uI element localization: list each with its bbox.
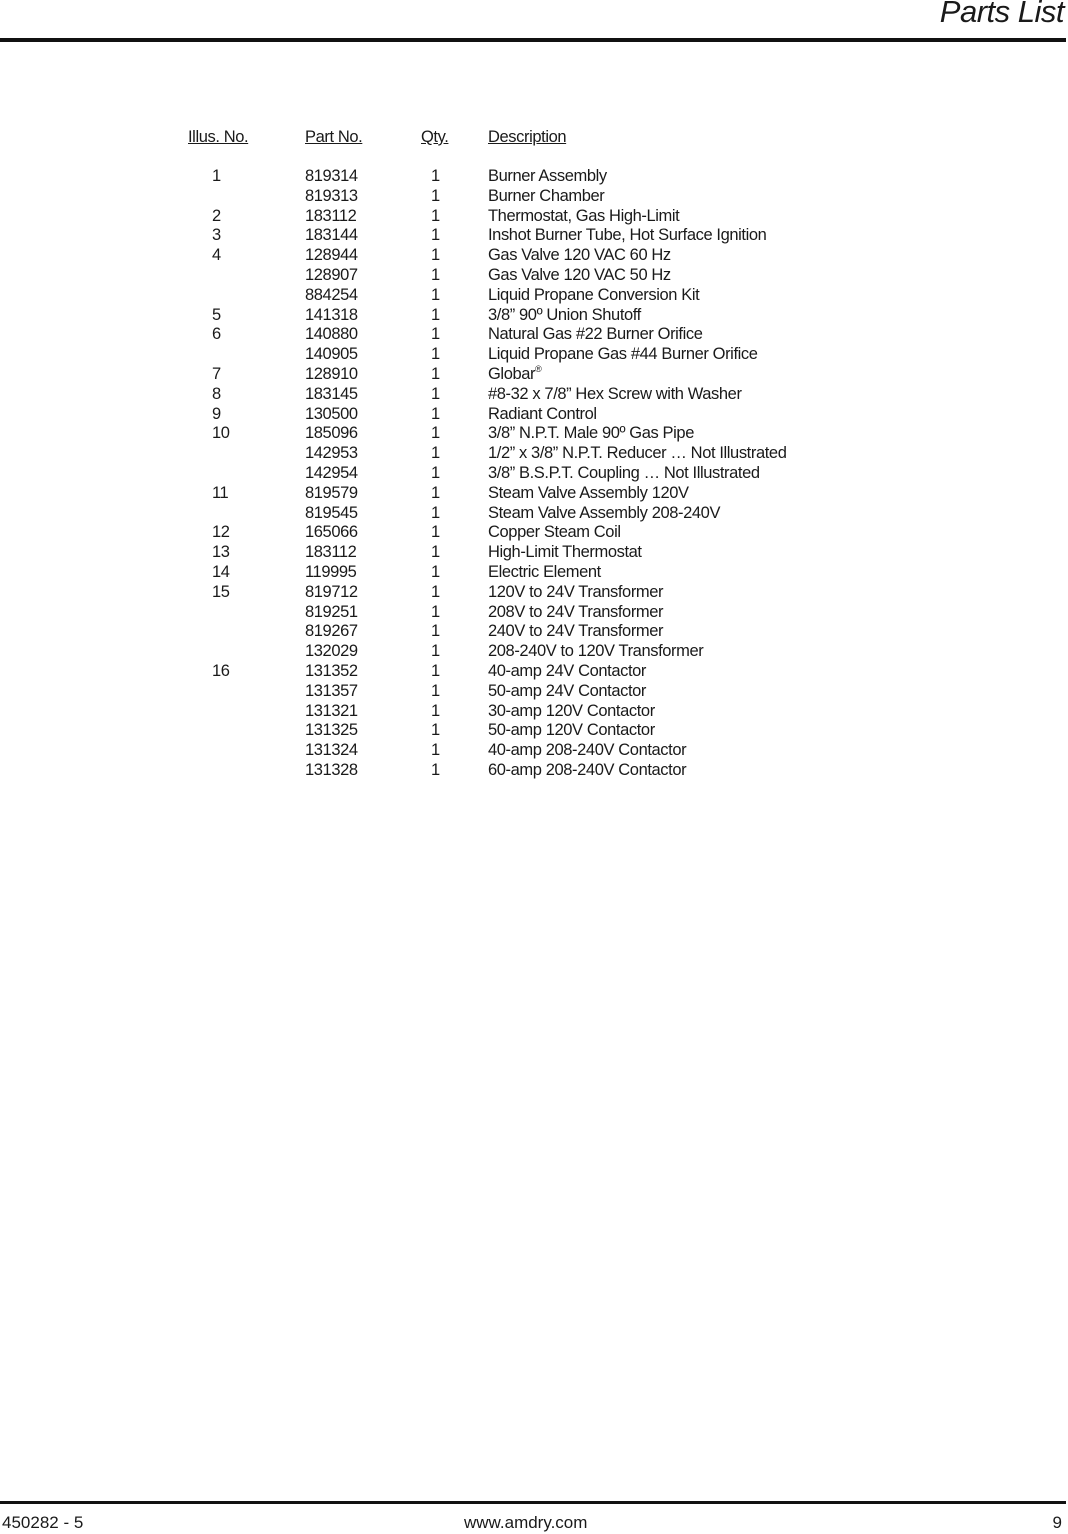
cell-part-no: 131352	[305, 661, 358, 680]
cell-qty: 1	[431, 760, 440, 779]
document-number: 450282 - 5	[2, 1513, 84, 1532]
table-row	[0, 741, 1068, 761]
cell-part-no: 142953	[305, 444, 358, 463]
table-row	[0, 365, 1068, 385]
table-row	[0, 563, 1068, 583]
table-row	[0, 424, 1068, 444]
column-description: Description	[488, 128, 567, 146]
cell-qty: 1	[431, 503, 440, 522]
cell-qty: 1	[431, 741, 440, 760]
cell-illus-no: 16	[212, 661, 230, 680]
cell-part-no: 131328	[305, 760, 358, 779]
header-rule	[0, 38, 1066, 42]
cell-illus-no: 9	[212, 404, 221, 423]
table-row	[0, 246, 1068, 266]
table-row	[0, 187, 1068, 207]
cell-part-no: 183112	[305, 543, 357, 562]
cell-illus-no: 13	[212, 543, 230, 562]
cell-illus-no: 15	[212, 582, 230, 601]
cell-part-no: 128944	[305, 246, 358, 265]
table-row	[0, 523, 1068, 543]
cell-part-no: 819314	[305, 167, 358, 185]
column-qty: Qty.	[421, 128, 449, 146]
cell-part-no: 130500	[305, 404, 358, 423]
cell-part-no: 183112	[305, 206, 357, 225]
cell-qty: 1	[431, 325, 440, 344]
cell-description: 120V to 24V Transformer	[488, 582, 664, 601]
cell-illus-no: 4	[212, 246, 221, 265]
cell-qty: 1	[431, 444, 440, 463]
cell-description: 208V to 24V Transformer	[488, 602, 664, 621]
cell-description: Burner Assembly	[488, 167, 607, 185]
cell-description: Gas Valve 120 VAC 60 Hz	[488, 246, 671, 265]
table-row	[0, 682, 1068, 702]
registered-mark: ®	[535, 363, 542, 374]
cell-illus-no: 6	[212, 325, 221, 344]
table-row	[0, 444, 1068, 464]
cell-description: 3/8” N.P.T. Male 90º Gas Pipe	[488, 424, 694, 443]
cell-description: Natural Gas #22 Burner Orifice	[488, 325, 703, 344]
cell-description: 60-amp 208-240V Contactor	[488, 760, 687, 779]
table-row	[0, 226, 1068, 246]
table-row	[0, 266, 1068, 286]
cell-qty: 1	[431, 226, 440, 245]
cell-part-no: 884254	[305, 285, 358, 304]
cell-illus-no: 14	[212, 562, 230, 581]
cell-qty: 1	[431, 661, 440, 680]
cell-description: Liquid Propane Conversion Kit	[488, 285, 700, 304]
cell-qty: 1	[431, 364, 440, 383]
cell-part-no: 128907	[305, 265, 358, 284]
cell-description: Liquid Propane Gas #44 Burner Orifice	[488, 345, 758, 364]
table-row	[0, 286, 1068, 306]
cell-description: 1/2” x 3/8” N.P.T. Reducer … Not Illustrated	[488, 444, 787, 463]
cell-qty: 1	[431, 622, 440, 641]
cell-qty: 1	[431, 642, 440, 661]
cell-part-no: 119995	[305, 562, 357, 581]
cell-qty: 1	[431, 424, 440, 443]
cell-description: Copper Steam Coil	[488, 523, 621, 542]
cell-description: Gas Valve 120 VAC 50 Hz	[488, 265, 671, 284]
cell-description: 40-amp 208-240V Contactor	[488, 741, 687, 760]
cell-illus-no: 1	[212, 167, 221, 185]
cell-qty: 1	[431, 721, 440, 740]
table-row	[0, 721, 1068, 741]
cell-qty: 1	[431, 206, 440, 225]
cell-illus-no: 12	[212, 523, 230, 542]
table-header	[0, 128, 1068, 150]
cell-description: Thermostat, Gas High-Limit	[488, 206, 680, 225]
cell-part-no: 819267	[305, 622, 358, 641]
cell-description: 30-amp 120V Contactor	[488, 701, 655, 720]
cell-qty: 1	[431, 305, 440, 324]
cell-description: Steam Valve Assembly 120V	[488, 483, 689, 502]
cell-illus-no: 5	[212, 305, 221, 324]
cell-part-no: 142954	[305, 463, 358, 482]
cell-qty: 1	[431, 345, 440, 364]
cell-part-no: 132029	[305, 642, 358, 661]
cell-description: 208-240V to 120V Transformer	[488, 642, 704, 661]
cell-illus-no: 11	[212, 483, 229, 502]
cell-description: 40-amp 24V Contactor	[488, 661, 647, 680]
cell-part-no: 128910	[305, 364, 358, 383]
table-row	[0, 405, 1068, 425]
cell-description: 3/8” 90º Union Shutoff	[488, 305, 641, 324]
cell-part-no: 819579	[305, 483, 358, 502]
cell-part-no: 131357	[305, 681, 358, 700]
cell-description: Globar®	[488, 363, 542, 383]
table-row	[0, 642, 1068, 662]
cell-illus-no: 2	[212, 206, 221, 225]
table-row	[0, 306, 1068, 326]
table-body	[0, 167, 1068, 781]
cell-description: 240V to 24V Transformer	[488, 622, 664, 641]
cell-part-no: 819313	[305, 186, 358, 205]
cell-description: High-Limit Thermostat	[488, 543, 642, 562]
cell-part-no: 819251	[305, 602, 358, 621]
table-row	[0, 207, 1068, 227]
cell-qty: 1	[431, 246, 440, 265]
parts-table	[0, 128, 1068, 779]
cell-part-no: 819545	[305, 503, 358, 522]
cell-part-no: 165066	[305, 523, 358, 542]
table-row	[0, 543, 1068, 563]
cell-part-no: 140905	[305, 345, 358, 364]
cell-qty: 1	[431, 404, 440, 423]
cell-description: Steam Valve Assembly 208-240V	[488, 503, 721, 522]
table-row	[0, 622, 1068, 642]
table-row	[0, 464, 1068, 484]
page-number: 9	[1052, 1513, 1062, 1532]
cell-illus-no: 3	[212, 226, 221, 245]
cell-qty: 1	[431, 701, 440, 720]
cell-part-no: 183144	[305, 226, 358, 245]
cell-description: #8-32 x 7/8” Hex Screw with Washer	[488, 384, 742, 403]
cell-qty: 1	[431, 523, 440, 542]
cell-qty: 1	[431, 167, 440, 185]
cell-qty: 1	[431, 681, 440, 700]
column-part-no: Part No.	[305, 128, 363, 146]
cell-qty: 1	[431, 384, 440, 403]
cell-part-no: 819712	[305, 582, 358, 601]
cell-illus-no: 10	[212, 424, 230, 443]
cell-part-no: 185096	[305, 424, 358, 443]
cell-description: 50-amp 24V Contactor	[488, 681, 647, 700]
footer-rule	[0, 1501, 1066, 1504]
cell-qty: 1	[431, 582, 440, 601]
table-row	[0, 325, 1068, 345]
cell-qty: 1	[431, 285, 440, 304]
table-row	[0, 603, 1068, 623]
cell-qty: 1	[431, 483, 440, 502]
cell-part-no: 131321	[305, 701, 358, 720]
cell-qty: 1	[431, 265, 440, 284]
cell-illus-no: 8	[212, 384, 221, 403]
cell-qty: 1	[431, 562, 440, 581]
cell-description: Radiant Control	[488, 404, 597, 423]
table-row	[0, 702, 1068, 722]
table-row	[0, 504, 1068, 524]
cell-qty: 1	[431, 186, 440, 205]
cell-qty: 1	[431, 463, 440, 482]
cell-illus-no: 7	[212, 364, 221, 383]
cell-part-no: 131325	[305, 721, 358, 740]
cell-description: Burner Chamber	[488, 186, 605, 205]
column-illus-no: Illus. No.	[188, 128, 249, 146]
cell-part-no: 140880	[305, 325, 358, 344]
cell-part-no: 183145	[305, 384, 358, 403]
cell-part-no: 141318	[305, 305, 358, 324]
table-row	[0, 761, 1068, 781]
table-row	[0, 583, 1068, 603]
table-row	[0, 167, 1068, 187]
table-row	[0, 484, 1068, 504]
cell-description: Electric Element	[488, 562, 601, 581]
cell-description: 50-amp 120V Contactor	[488, 721, 655, 740]
cell-description: 3/8” B.S.P.T. Coupling … Not Illustrated	[488, 463, 760, 482]
cell-qty: 1	[431, 543, 440, 562]
website-link[interactable]: www.amdry.com	[464, 1513, 588, 1532]
cell-description: Inshot Burner Tube, Hot Surface Ignition	[488, 226, 767, 245]
table-row	[0, 385, 1068, 405]
cell-part-no: 131324	[305, 741, 358, 760]
table-row	[0, 662, 1068, 682]
table-row	[0, 345, 1068, 365]
cell-qty: 1	[431, 602, 440, 621]
page-title: Parts List	[939, 0, 1064, 29]
